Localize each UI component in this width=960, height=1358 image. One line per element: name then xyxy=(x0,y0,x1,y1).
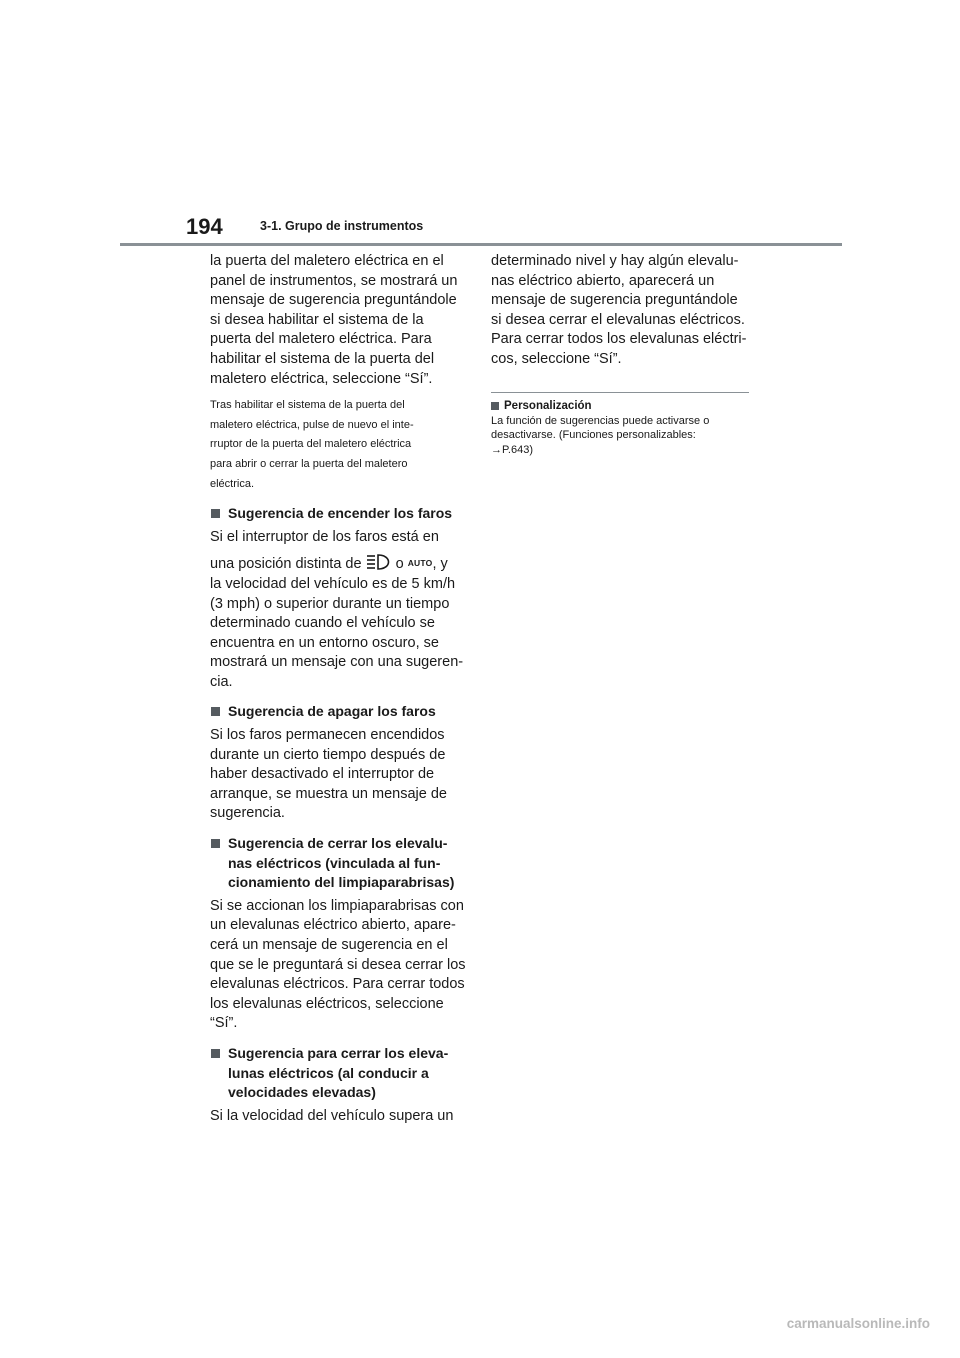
text-line: que se le preguntará si desea cerrar los xyxy=(210,956,466,973)
square-bullet-icon xyxy=(491,402,499,410)
headlights-off-paragraph xyxy=(210,726,466,824)
text-line: “Sí”. xyxy=(210,1015,238,1032)
text-line: desactivarse. (Funciones personalizables: xyxy=(491,429,696,442)
section-divider xyxy=(491,392,749,393)
windows-speed-paragraph xyxy=(210,1107,466,1127)
headlight-icon xyxy=(366,553,392,571)
text-line: Para cerrar todos los elevalunas eléctri- xyxy=(491,331,747,348)
section-heading-headlights-on xyxy=(210,504,466,524)
heading-text: Sugerencia para cerrar los eleva- xyxy=(228,1044,449,1061)
text-line: encuentra en un entorno oscuro, se xyxy=(210,634,439,651)
text-line: sugerencia. xyxy=(210,805,285,822)
heading-text: lunas eléctricos (al conducir a xyxy=(228,1064,429,1081)
text-line: La función de sugerencias puede activarse o xyxy=(491,414,710,427)
intro-paragraph xyxy=(210,252,466,389)
heading-text: Sugerencia de cerrar los elevalu- xyxy=(228,835,448,852)
note-paragraph xyxy=(210,396,466,494)
text-line: un elevalunas eléctrico abierto, apare- xyxy=(210,917,456,934)
left-column xyxy=(210,252,466,1126)
header-divider xyxy=(120,243,842,246)
watermark: carmanualsonline.info xyxy=(786,1316,930,1331)
text-line: determinado nivel y hay algún elevalu- xyxy=(491,253,739,269)
text-line: Tras habilitar el sistema de la puerta del xyxy=(210,399,405,412)
text-line: cia. xyxy=(210,673,233,690)
text-line: habilitar el sistema de la puerta del xyxy=(210,350,435,367)
text-line: eléctrica. xyxy=(210,477,255,490)
text-line: si desea habilitar el sistema de la xyxy=(210,311,424,328)
text-line: Si los faros permanecen encendidos xyxy=(210,727,445,744)
text-line: panel de instrumentos, se mostrará un xyxy=(210,272,458,289)
text-line: (3 mph) o superior durante un tiempo xyxy=(210,595,450,612)
text-line: Si el interruptor de los faros está en xyxy=(210,528,439,545)
heading-text: Sugerencia de encender los faros xyxy=(228,505,453,522)
heading-text: nas eléctricos (vinculada al fun- xyxy=(228,854,441,871)
text-line: mostrará un mensaje con una sugeren- xyxy=(210,654,464,671)
personalization-heading xyxy=(491,398,753,414)
heading-text: velocidades elevadas) xyxy=(228,1084,376,1101)
text-segment: , y xyxy=(432,556,448,573)
section-heading-headlights-off xyxy=(210,702,466,722)
text-line: si desea cerrar el elevalunas eléctricos. xyxy=(491,311,745,328)
square-bullet-icon xyxy=(211,839,220,848)
heading-text: cionamiento del limpiaparabrisas) xyxy=(228,874,455,891)
right-column xyxy=(491,252,753,457)
text-line: para abrir o cerrar la puerta del maletero xyxy=(210,457,408,470)
text-line: determinado cuando el vehículo se xyxy=(210,615,435,632)
square-bullet-icon xyxy=(211,509,220,518)
text-line: arranque, se muestra un mensaje de xyxy=(210,785,447,802)
text-segment: una posición distinta de xyxy=(210,556,366,573)
personalization-paragraph xyxy=(491,414,753,458)
text-line: haber desactivado el interruptor de xyxy=(210,766,435,783)
section-heading-windows-wipers xyxy=(210,834,466,893)
continued-paragraph xyxy=(491,252,753,370)
text-line: la puerta del maletero eléctrica en el xyxy=(210,253,444,269)
page-reference-link[interactable]: →P.643) xyxy=(491,443,533,456)
text-line: maletero eléctrica, pulse de nuevo el inte- xyxy=(210,418,414,431)
square-bullet-icon xyxy=(211,1049,220,1058)
text-line: cerá un mensaje de sugerencia en el xyxy=(210,937,448,953)
text-line: los elevalunas eléctricos, seleccione xyxy=(210,995,444,1012)
text-line: puerta del maletero eléctrica. Para xyxy=(210,331,432,348)
text-line: nas eléctrico abierto, aparecerá un xyxy=(491,272,715,289)
text-line: maletero eléctrica, seleccione “Sí”. xyxy=(210,370,433,387)
page-header xyxy=(0,0,960,250)
text-line: elevalunas eléctricos. Para cerrar todos xyxy=(210,976,465,993)
text-line: la velocidad del vehículo es de 5 km/h xyxy=(210,575,456,592)
text-line: Si se accionan los limpiaparabrisas con xyxy=(210,897,464,914)
text-line: mensaje de sugerencia preguntándole xyxy=(491,292,738,309)
page-number: 194 xyxy=(186,214,223,239)
text-line: Si la velocidad del vehículo supera un xyxy=(210,1107,454,1124)
windows-wipers-paragraph xyxy=(210,897,466,1034)
text-line-with-icons xyxy=(210,553,448,575)
auto-icon: AUTO xyxy=(407,558,433,569)
text-line: rruptor de la puerta del maletero eléctrica xyxy=(210,438,412,451)
square-bullet-icon xyxy=(211,707,220,716)
text-line: cos, seleccione “Sí”. xyxy=(491,350,622,367)
headlights-on-paragraph xyxy=(210,528,466,693)
text-line: durante un cierto tiempo después de xyxy=(210,746,446,763)
heading-text: Personalización xyxy=(504,399,592,412)
heading-text: Sugerencia de apagar los faros xyxy=(228,703,436,720)
text-segment: o xyxy=(391,556,408,573)
section-title: 3-1. Grupo de instrumentos xyxy=(260,219,424,233)
text-line: mensaje de sugerencia preguntándole xyxy=(210,292,457,309)
section-heading-windows-speed xyxy=(210,1044,466,1103)
